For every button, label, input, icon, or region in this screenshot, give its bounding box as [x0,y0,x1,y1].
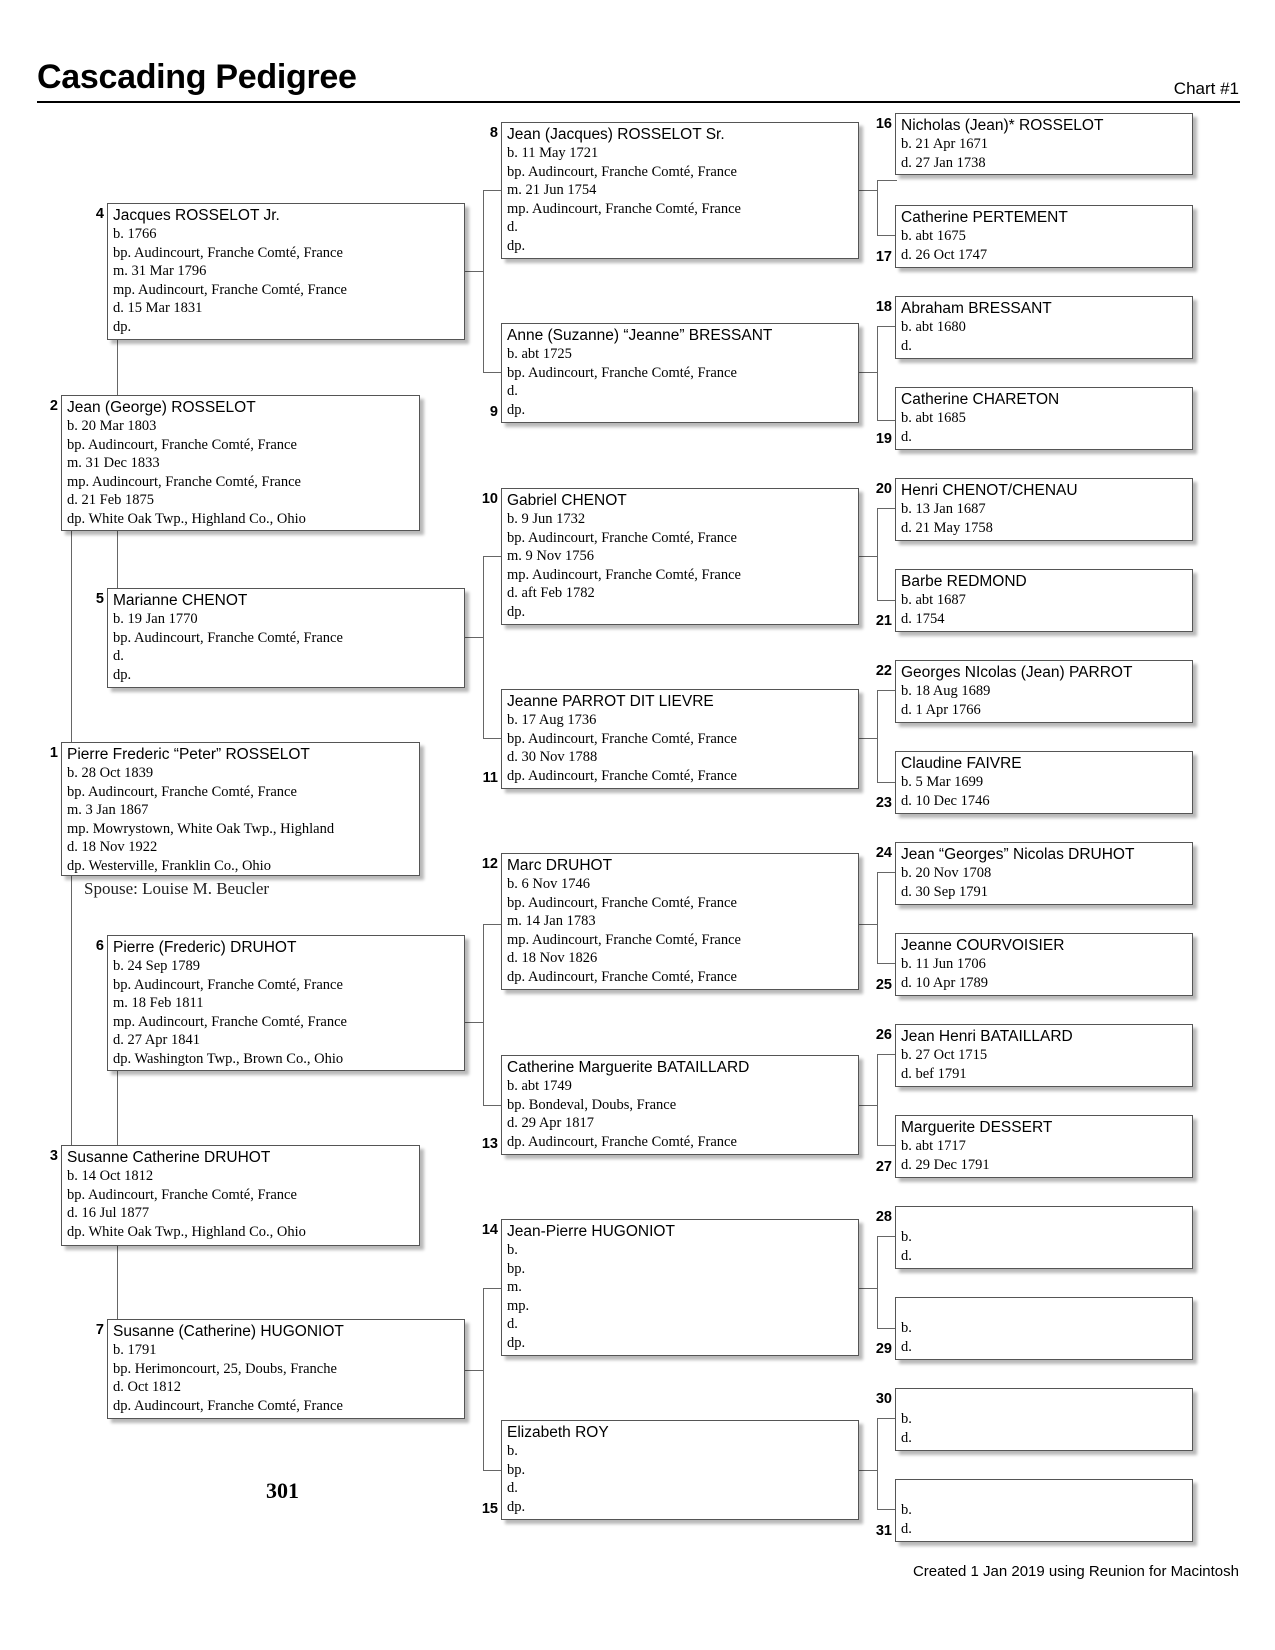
person-number: 30 [875,1391,892,1407]
connector-line [117,531,118,588]
person-detail: d. 21 Feb 1875 [67,492,154,509]
person-name: Gabriel CHENOT [507,492,627,509]
person-name: Elizabeth ROY [507,1424,609,1441]
page-title: Cascading Pedigree [37,58,357,96]
person-detail: m. 31 Mar 1796 [113,263,207,280]
connector-line [877,508,878,600]
person-name: Jean “Georges” Nicolas DRUHOT [901,846,1135,863]
person-detail: b. abt 1725 [507,346,572,362]
connector-line [877,1328,897,1329]
person-box-17 [895,205,1193,268]
person-detail: d. 27 Apr 1841 [113,1032,200,1049]
person-detail: d. 30 Nov 1788 [507,749,598,766]
person-detail: d. 10 Apr 1789 [901,974,988,991]
connector-line [877,963,897,964]
person-box-22 [895,660,1193,723]
person-name: Susanne (Catherine) HUGONIOT [113,1323,344,1340]
person-number: 22 [875,663,892,679]
connector-line [465,271,483,272]
person-detail: b. [901,1411,912,1427]
connector-line [483,1105,503,1106]
connector-line [483,556,484,738]
person-number: 20 [875,481,892,497]
connector-line [859,738,877,739]
connector-line [877,1509,897,1510]
person-detail: b. [901,1502,912,1518]
person-number: 7 [95,1322,104,1338]
person-detail: d. aft Feb 1782 [507,585,595,602]
person-name [901,1209,1192,1228]
connector-line [877,420,897,421]
person-detail: dp. [507,1498,526,1515]
connector-line [877,180,878,235]
person-box-9 [501,323,859,423]
connector-line [483,190,484,372]
person-detail: bp. [507,1260,526,1277]
person-detail: d. [901,1338,912,1355]
person-number: 21 [875,613,892,629]
person-detail: d. [901,428,912,445]
person-name [901,1391,1192,1410]
person-box-11 [501,689,859,789]
person-name: Susanne Catherine DRUHOT [67,1149,271,1166]
person-detail: b. [901,1320,912,1336]
person-box-21 [895,569,1193,632]
person-detail: b. 24 Sep 1789 [113,958,200,974]
person-detail: dp. [507,237,526,254]
connector-line [877,1418,878,1509]
person-detail: d. 18 Nov 1826 [507,950,598,967]
connector-line [877,690,878,782]
connector-line [877,235,897,236]
person-detail: dp. Audincourt, Franche Comté, France [507,968,737,985]
person-number: 18 [875,299,892,315]
person-detail: b. abt 1717 [901,1138,966,1154]
person-detail: b. 18 Aug 1689 [901,683,991,699]
person-detail: b. 5 Mar 1699 [901,774,984,790]
person-name: Jean (George) ROSSELOT [67,399,256,416]
person-box-8 [501,122,859,259]
connector-line [877,1054,897,1055]
person-detail: d. 29 Dec 1791 [901,1156,990,1173]
person-number: 13 [481,1136,498,1152]
person-detail: b. 27 Oct 1715 [901,1047,988,1063]
connector-line [465,1022,483,1023]
person-detail: dp. [507,401,526,418]
person-detail: m. 9 Nov 1756 [507,548,594,565]
person-box-6 [107,935,465,1071]
person-detail: m. [507,1279,522,1296]
person-detail: bp. Audincourt, Franche Comté, France [113,244,343,261]
person-name: Marc DRUHOT [507,857,613,874]
person-detail: b. 9 Jun 1732 [507,511,586,527]
person-detail: d. [507,1316,518,1333]
connector-line [483,1470,503,1471]
person-detail: dp. Audincourt, Franche Comté, France [507,1133,737,1150]
connector-line [859,1105,877,1106]
person-name: Catherine PERTEMENT [901,209,1068,226]
person-box-31 [895,1479,1193,1542]
person-detail: bp. Audincourt, Franche Comté, France [67,436,297,453]
person-detail: d. [901,337,912,354]
person-number: 29 [875,1341,892,1357]
person-number: 17 [875,249,892,265]
person-name: Catherine Marguerite BATAILLARD [507,1059,750,1076]
connector-line [859,924,877,925]
person-number: 1 [49,745,58,761]
person-detail: dp. Washington Twp., Brown Co., Ohio [113,1050,344,1067]
person-name: Marguerite DESSERT [901,1119,1053,1136]
connector-line [117,340,118,395]
connector-line [465,1370,483,1371]
connector-line [877,1236,878,1328]
person-detail: mp. Mowrystown, White Oak Twp., Highland [67,820,335,837]
connector-line [483,1288,503,1289]
person-box-24 [895,842,1193,905]
person-detail: b. [507,1443,518,1459]
title-rule [37,101,1240,103]
person-name: Pierre Frederic “Peter” ROSSELOT [67,746,310,763]
connector-line [483,190,503,191]
person-box-28 [895,1206,1193,1269]
connector-line [877,872,897,873]
connector-line [877,690,897,691]
connector-line [877,180,897,181]
chart-number: Chart #1 [1173,79,1239,98]
person-box-27 [895,1115,1193,1178]
connector-line [877,326,897,327]
person-box-5 [107,588,465,688]
spouse-note: Spouse: Louise M. Beucler [84,879,270,898]
person-detail: dp. [113,666,132,683]
person-number: 3 [49,1148,58,1164]
person-name: Abraham BRESSANT [901,300,1052,317]
person-detail: b. 21 Apr 1671 [901,136,988,152]
person-detail: b. 20 Mar 1803 [67,418,157,434]
person-number: 27 [875,1159,892,1175]
person-detail: m. 31 Dec 1833 [67,455,160,472]
person-name: Catherine CHARETON [901,391,1060,408]
person-number: 8 [489,125,498,141]
person-box-16 [895,113,1193,175]
person-detail: b. abt 1680 [901,319,966,335]
connector-line [465,637,483,638]
person-detail: mp. Audincourt, Franche Comté, France [113,1013,347,1030]
person-name: Jacques ROSSELOT Jr. [113,207,280,224]
person-detail: bp. Audincourt, Franche Comté, France [507,894,737,911]
person-name: Claudine FAIVRE [901,755,1022,772]
person-detail: m. 14 Jan 1783 [507,913,596,930]
person-name: Georges NIcolas (Jean) PARROT [901,664,1133,681]
connector-line [877,508,897,509]
person-detail: d. 1 Apr 1766 [901,701,981,718]
person-number: 15 [481,1501,498,1517]
person-name: Jean (Jacques) ROSSELOT Sr. [507,126,725,143]
connector-line [877,1054,878,1145]
person-detail: dp. White Oak Twp., Highland Co., Ohio [67,1223,306,1240]
person-detail: dp. Audincourt, Franche Comté, France [113,1397,343,1414]
person-detail: bp. Audincourt, Franche Comté, France [67,1186,297,1203]
page-number: 301 [266,1478,299,1503]
person-box-19 [895,387,1193,450]
person-detail: b. abt 1685 [901,410,966,426]
person-box-15 [501,1420,859,1520]
person-detail: mp. Audincourt, Franche Comté, France [507,566,741,583]
person-detail: d. 16 Jul 1877 [67,1205,150,1222]
connector-line [483,924,484,1105]
person-detail: b. 17 Aug 1736 [507,712,597,728]
footer-credit: Created 1 Jan 2019 using Reunion for Macintosh [912,1563,1239,1580]
person-detail: bp. Audincourt, Franche Comté, France [507,364,737,381]
person-number: 16 [875,116,892,132]
person-name: Jeanne PARROT DIT LIEVRE [507,693,714,710]
person-box-7 [107,1319,465,1419]
person-box-30 [895,1388,1193,1451]
person-number: 31 [875,1523,892,1539]
person-detail: b. 20 Nov 1708 [901,865,992,881]
person-box-10 [501,488,859,625]
person-detail: b. 1791 [113,1342,157,1358]
person-detail: b. 6 Nov 1746 [507,876,590,892]
person-name: Jeanne COURVOISIER [901,937,1065,954]
person-box-3 [61,1145,420,1246]
person-detail: dp. Westerville, Franklin Co., Ohio [67,857,271,874]
connector-line [483,556,503,557]
person-name: Jean-Pierre HUGONIOT [507,1223,675,1240]
person-detail: b. abt 1749 [507,1078,572,1094]
person-detail: mp. Audincourt, Franche Comté, France [507,931,741,948]
connector-line [859,1470,877,1471]
person-detail: bp. Herimoncourt, 25, Doubs, Franche [113,1360,337,1377]
person-detail: d. [901,1520,912,1537]
person-box-12 [501,853,859,990]
person-detail: m. 21 Jun 1754 [507,182,597,199]
person-number: 28 [875,1209,892,1225]
person-detail: mp. Audincourt, Franche Comté, France [507,200,741,217]
connector-line [877,782,897,783]
person-detail: b. abt 1687 [901,592,966,608]
person-number: 25 [875,977,892,993]
person-name [901,1300,1192,1319]
person-detail: d. bef 1791 [901,1065,967,1082]
person-name: Jean Henri BATAILLARD [901,1028,1073,1045]
person-number: 5 [95,591,104,607]
person-box-20 [895,478,1193,541]
person-box-14 [501,1219,859,1356]
person-box-1 [61,742,420,876]
connector-line [117,1246,118,1319]
person-number: 23 [875,795,892,811]
person-number: 2 [49,398,58,414]
person-detail: m. 3 Jan 1867 [67,802,149,819]
connector-line [483,372,503,373]
person-name [901,1482,1192,1501]
connector-line [71,876,72,1145]
person-detail: dp. [507,603,526,620]
person-number: 9 [489,404,498,420]
person-detail: b. 28 Oct 1839 [67,765,154,781]
person-detail: bp. [507,1461,526,1478]
person-detail: d. [507,1480,518,1497]
person-detail: d. 15 Mar 1831 [113,300,203,317]
person-detail: bp. Audincourt, Franche Comté, France [507,163,737,180]
person-detail: b. 14 Oct 1812 [67,1168,154,1184]
person-detail: b. 11 Jun 1706 [901,956,986,972]
person-detail: b. [507,1242,518,1258]
person-box-29 [895,1297,1193,1360]
person-detail: b. 19 Jan 1770 [113,611,198,627]
person-box-26 [895,1024,1193,1087]
connector-line [877,1145,897,1146]
person-detail: d. 29 Apr 1817 [507,1115,594,1132]
person-detail: d. 27 Jan 1738 [901,154,986,171]
person-number: 6 [95,938,104,954]
connector-line [859,556,877,557]
person-detail: d. 30 Sep 1791 [901,883,988,900]
person-detail: bp. Audincourt, Franche Comté, France [113,629,343,646]
person-number: 12 [481,856,498,872]
person-detail: d. [901,1247,912,1264]
person-detail: d. 26 Oct 1747 [901,246,988,263]
connector-line [877,326,878,420]
person-name: Henri CHENOT/CHENAU [901,482,1078,499]
person-detail: bp. Audincourt, Franche Comté, France [113,976,343,993]
connector-line [877,600,897,601]
person-detail: b. 11 May 1721 [507,145,599,161]
person-detail: d. 10 Dec 1746 [901,792,990,809]
person-number: 19 [875,431,892,447]
person-box-13 [501,1055,859,1155]
person-box-2 [61,395,420,531]
connector-line [877,872,878,963]
person-detail: mp. [507,1297,530,1314]
person-detail: d. 1754 [901,610,945,627]
connector-line [117,1071,118,1145]
person-detail: d. 18 Nov 1922 [67,839,158,856]
person-detail: dp. [113,318,132,335]
person-detail: d. 21 May 1758 [901,519,993,536]
person-detail: d. [901,1429,912,1446]
person-name: Pierre (Frederic) DRUHOT [113,939,297,956]
person-detail: b. 13 Jan 1687 [901,501,986,517]
connector-line [71,531,72,742]
person-detail: bp. Audincourt, Franche Comté, France [507,529,737,546]
person-detail: d. [113,648,124,665]
person-detail: mp. Audincourt, Franche Comté, France [113,281,347,298]
person-detail: bp. Audincourt, Franche Comté, France [67,783,297,800]
person-detail: b. abt 1675 [901,228,966,244]
person-number: 24 [875,845,892,861]
person-detail: b. [901,1229,912,1245]
person-name: Anne (Suzanne) “Jeanne” BRESSANT [507,327,773,344]
person-detail: bp. Bondeval, Doubs, France [507,1096,677,1113]
person-detail: d. [507,219,518,236]
person-detail: m. 18 Feb 1811 [113,995,204,1012]
person-name: Nicholas (Jean)* ROSSELOT [901,117,1104,134]
person-box-23 [895,751,1193,814]
person-number: 4 [95,206,104,222]
person-name: Barbe REDMOND [901,573,1027,590]
person-number: 11 [482,770,498,786]
person-number: 10 [481,491,498,507]
person-detail: dp. Audincourt, Franche Comté, France [507,767,737,784]
person-detail: d. Oct 1812 [113,1379,182,1396]
person-name: Marianne CHENOT [113,592,248,609]
person-box-4 [107,203,465,340]
person-detail: mp. Audincourt, Franche Comté, France [67,473,301,490]
connector-line [877,1418,897,1419]
connector-line [483,924,503,925]
person-number: 26 [875,1027,892,1043]
person-detail: d. [507,383,518,400]
connector-line [877,1236,897,1237]
connector-line [859,1288,877,1289]
person-detail: bp. Audincourt, Franche Comté, France [507,730,737,747]
connector-line [483,1288,484,1470]
connector-line [859,190,877,191]
person-number: 14 [481,1222,498,1238]
person-detail: dp. [507,1334,526,1351]
connector-line [483,738,503,739]
person-detail: dp. White Oak Twp., Highland Co., Ohio [67,510,306,527]
person-box-18 [895,296,1193,359]
connector-line [859,372,877,373]
person-detail: b. 1766 [113,226,157,242]
person-box-25 [895,933,1193,996]
